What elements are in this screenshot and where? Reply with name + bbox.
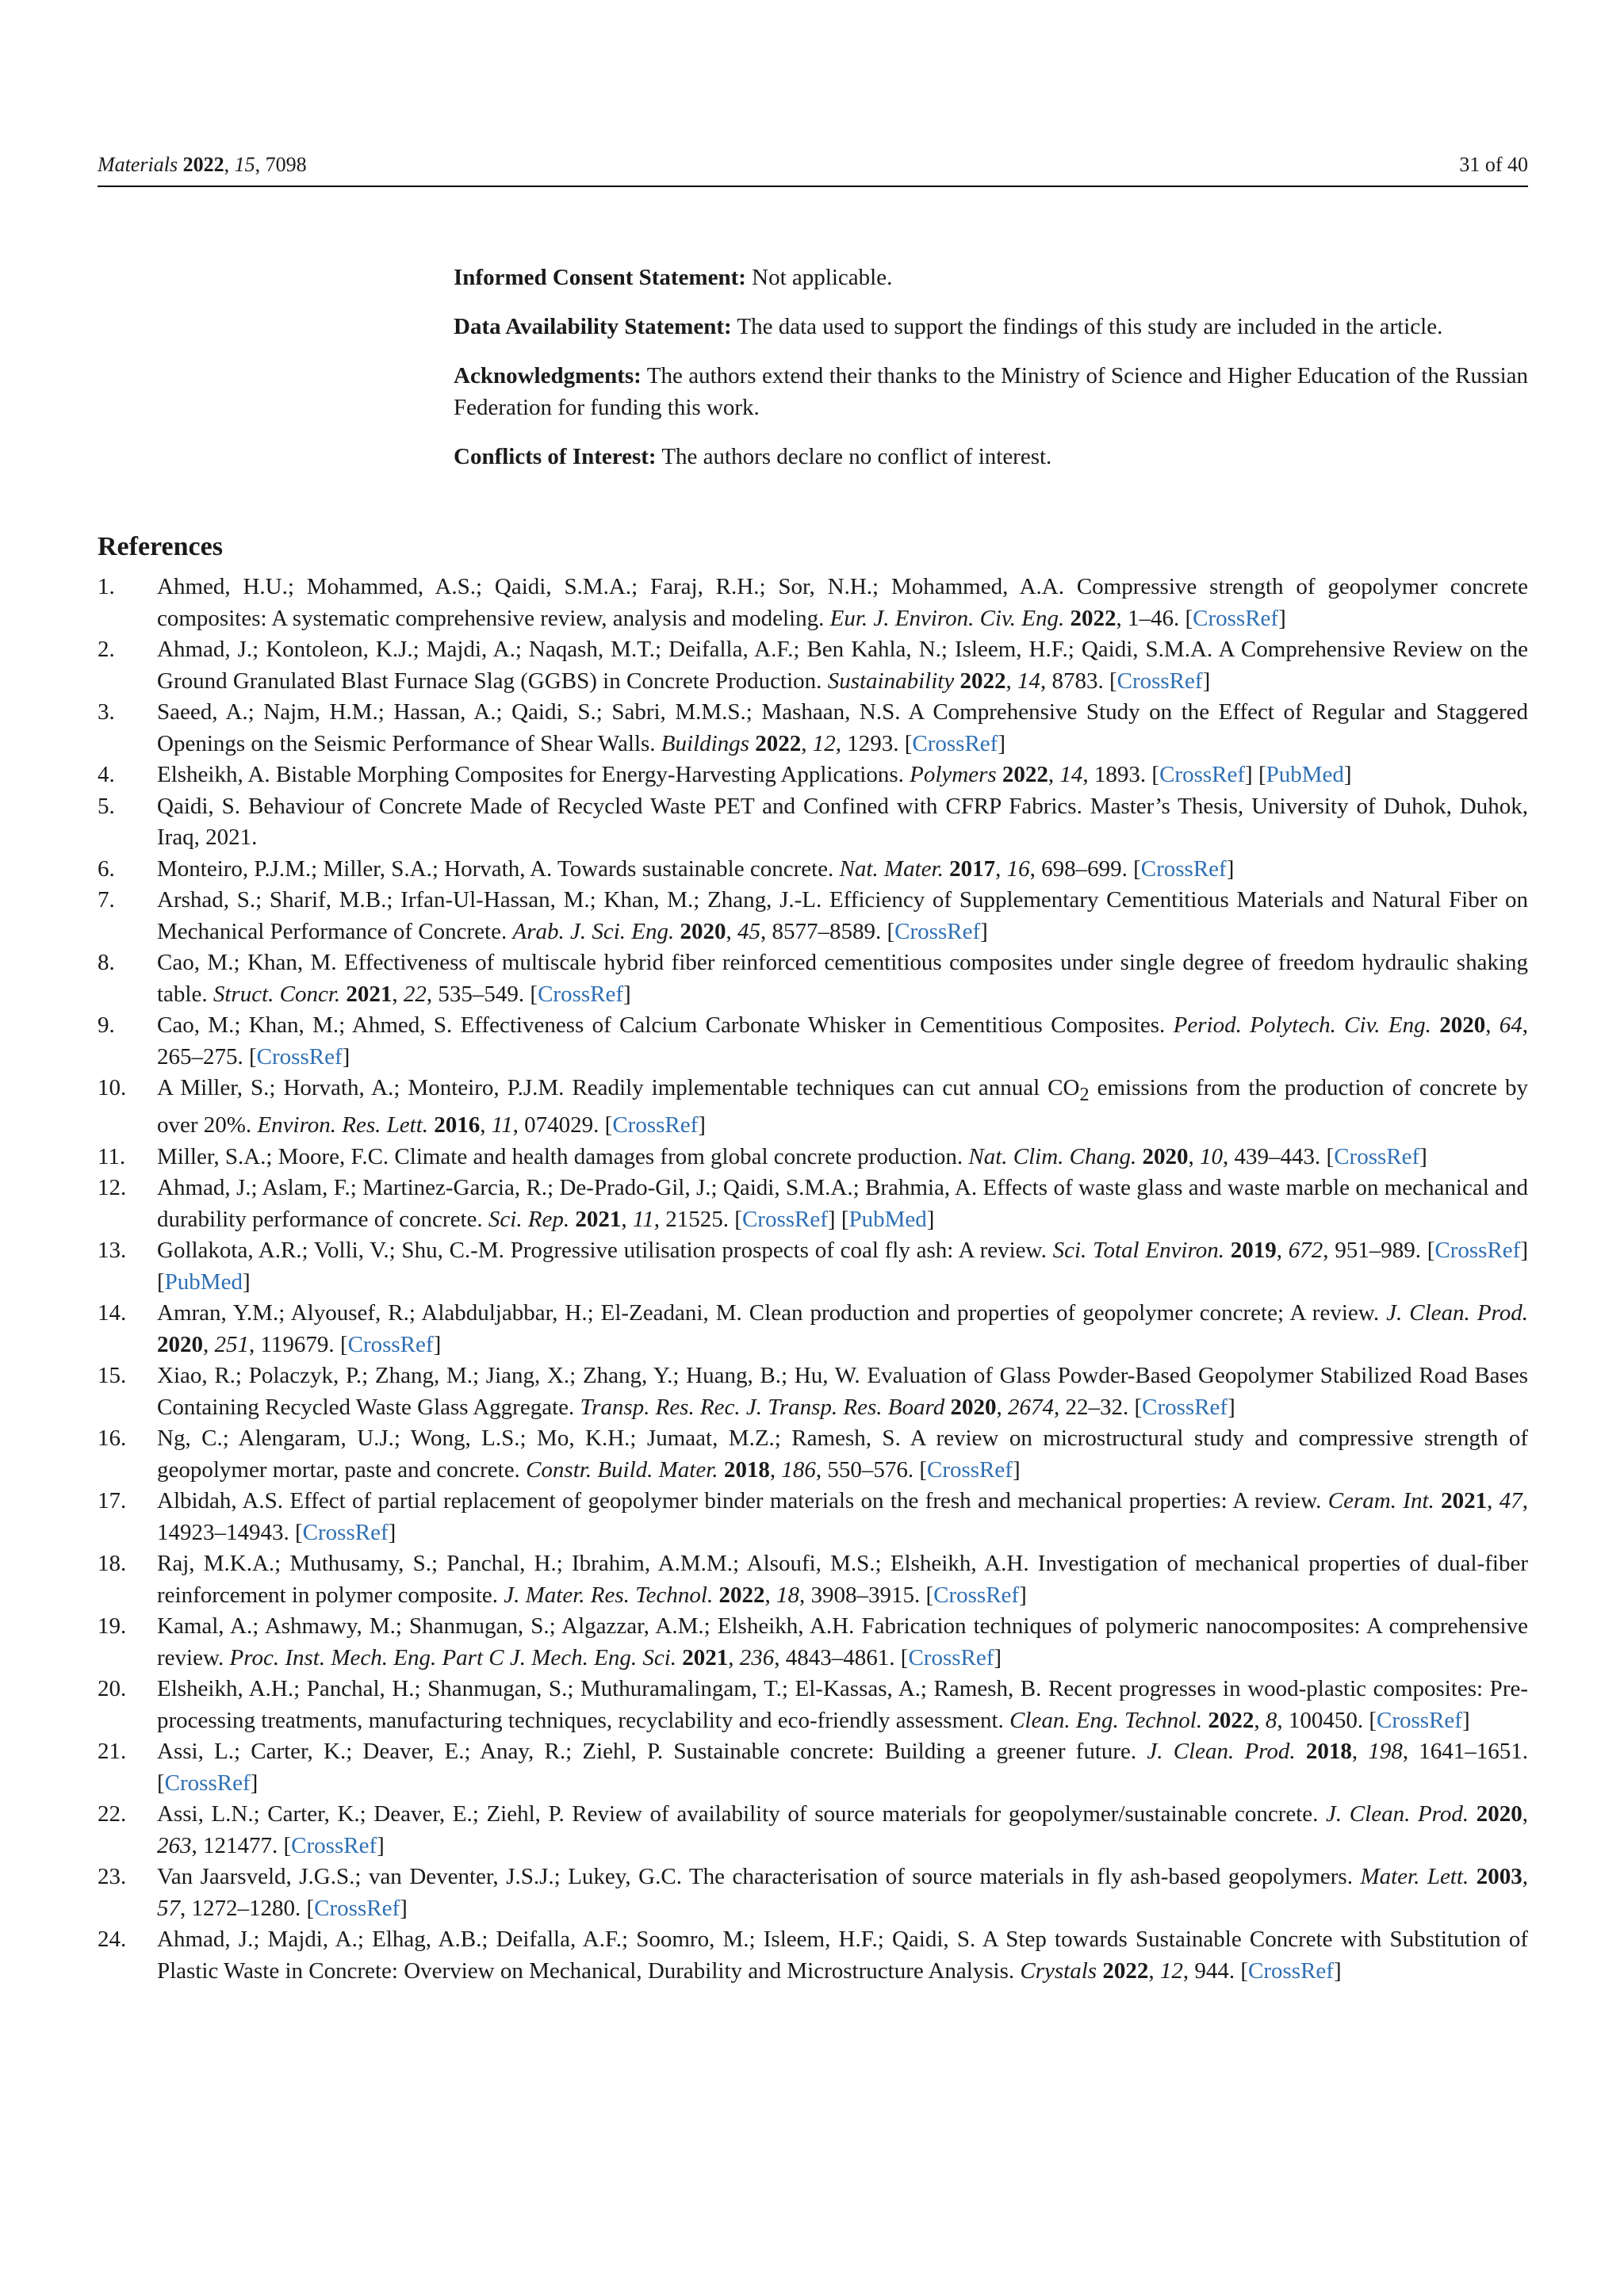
reference-journal: Crystals — [1020, 1957, 1097, 1984]
reference-text: emissions from the production of concrete by over 20%. — [157, 1075, 1528, 1138]
reference-year: 2020 — [1476, 1801, 1522, 1827]
reference-journal: Constr. Build. Mater. — [526, 1456, 718, 1483]
reference-journal: Nat. Clim. Chang. — [968, 1143, 1137, 1169]
crossref-link[interactable]: CrossRef — [926, 1456, 1013, 1483]
reference-volume: 11 — [632, 1206, 654, 1232]
reference-text: Assi, L.N.; Carter, K.; Deaver, E.; Ziehl, P. Review of availability of source materials for geopolymer/sustainable concrete. — [157, 1801, 1319, 1827]
reference-journal: Eur. J. Environ. Civ. Eng. — [829, 605, 1065, 631]
crossref-link[interactable]: CrossRef — [1434, 1238, 1521, 1264]
reference-text: Ahmad, J.; Aslam, F.; Martinez-Garcia, R.; De-Prado-Gil, J.; Qaidi, S.M.A.; Brahmia, A. Effects of waste glass and waste marble on mechanical and durability performance of concrete. — [157, 1175, 1528, 1232]
reference-year: 2022 — [755, 730, 802, 756]
statement-text: Not applicable. — [752, 265, 893, 290]
reference-journal: Proc. Inst. Mech. Eng. Part C J. Mech. Eng. Sci. — [229, 1644, 677, 1670]
reference-text: Ahmad, J.; Majdi, A.; Elhag, A.B.; Deifalla, A.F.; Soomro, M.; Isleem, H.F.; Qaidi, S. A Step towards Sustainable Concrete with Substitution of Plastic Waste in Concrete: Overview on Mechanical, Durability and Microstructure Analysis. — [157, 1927, 1528, 1984]
reference-text: Raj, M.K.A.; Muthusamy, S.; Panchal, H.; Ibrahim, A.M.M.; Alsoufi, M.S.; Elsheikh, A.H. Investigation of mechanical properties of dual-fiber reinforcement in polymer composite. — [157, 1551, 1528, 1608]
reference-year: 2020 — [1439, 1012, 1486, 1038]
journal-year: 2022 — [182, 153, 224, 176]
reference-number: 4. — [98, 762, 115, 787]
reference-item: 22. Assi, L.N.; Carter, K.; Deaver, E.; Ziehl, P. Review of availability of source materials for geopolymer/sustainable concrete. J. Clean. Prod. 2020, 263, 121477. [CrossRef] — [98, 1799, 1528, 1862]
reference-item: 21. Assi, L.; Carter, K.; Deaver, E.; Anay, R.; Ziehl, P. Sustainable concrete: Building a greener future. J. Clean. Prod. 2018, 198, 1641–1651. [CrossRef] — [98, 1736, 1528, 1799]
reference-text: Xiao, R.; Polaczyk, P.; Zhang, M.; Jiang, X.; Zhang, Y.; Huang, B.; Hu, W. Evaluation of Glass Powder-Based Geopolymer Stabilized Road Bases Containing Recycled Waste Glass Aggregate. — [157, 1363, 1528, 1420]
crossref-link[interactable]: CrossRef — [291, 1832, 377, 1858]
reference-journal: J. Clean. Prod. — [1386, 1300, 1528, 1326]
reference-text: Ng, C.; Alengaram, U.J.; Wong, L.S.; Mo, K.H.; Jumaat, M.Z.; Ramesh, S. A review on microstructural study and compressive strength of geopolymer mortar, paste and concrete. — [157, 1425, 1528, 1483]
crossref-link[interactable]: CrossRef — [1377, 1707, 1462, 1733]
crossref-link[interactable]: CrossRef — [741, 1206, 828, 1232]
reference-volume: 672 — [1288, 1238, 1323, 1264]
reference-pages: , 21525. — [653, 1206, 730, 1232]
reference-pages: , 1293. — [835, 730, 899, 756]
statement-label: Acknowledgments: — [454, 363, 642, 388]
reference-pages: , 951–989. — [1323, 1238, 1421, 1264]
reference-number: 6. — [98, 855, 115, 882]
statement-label: Data Availability Statement: — [454, 314, 732, 339]
reference-number: 18. — [98, 1551, 127, 1577]
reference-year: 2022 — [1208, 1707, 1254, 1733]
reference-volume: 10 — [1200, 1143, 1224, 1169]
reference-item: 4. Elsheikh, A. Bistable Morphing Composites for Energy-Harvesting Applications. Polymers 2022, 14, 1893. [CrossRef] [PubMed] — [98, 760, 1528, 791]
page-header — [98, 152, 1528, 178]
crossref-link[interactable]: CrossRef — [1140, 855, 1227, 882]
reference-year: 2021 — [682, 1644, 729, 1670]
crossref-link[interactable]: CrossRef — [908, 1644, 994, 1670]
reference-pages: , 074029. — [512, 1112, 599, 1138]
reference-volume: 18 — [776, 1582, 799, 1608]
reference-text: Monteiro, P.J.M.; Miller, S.A.; Horvath, A. Towards sustainable concrete. — [157, 855, 834, 882]
crossref-link[interactable]: CrossRef — [302, 1519, 389, 1545]
reference-text: Ahmed, H.U.; Mohammed, A.S.; Qaidi, S.M.A.; Faraj, R.H.; Sor, N.H.; Mohammed, A.A. Compressive strength of geopolymer concrete composites: A systematic comprehensive review, analysis and modeling. — [157, 574, 1528, 631]
reference-journal: Buildings — [661, 730, 749, 756]
header-rule — [98, 186, 1528, 187]
reference-journal: Environ. Res. Lett. — [257, 1112, 429, 1138]
reference-text: Miller, S.A.; Moore, F.C. Climate and health damages from global concrete production. — [157, 1143, 963, 1169]
reference-journal: Arab. J. Sci. Eng. — [512, 918, 675, 944]
crossref-link[interactable]: CrossRef — [538, 981, 624, 1007]
reference-text: Elsheikh, A. Bistable Morphing Composites for Energy-Harvesting Applications. — [157, 762, 904, 787]
reference-item: 13. Gollakota, A.R.; Volli, V.; Shu, C.-M. Progressive utilisation prospects of coal fly ash: A review. Sci. Total Environ. 2019, 672, 951–989. [CrossRef] [PubMed] — [98, 1235, 1528, 1298]
reference-year: 2020 — [680, 918, 726, 944]
reference-volume: 236 — [739, 1644, 775, 1670]
reference-item: 23. Van Jaarsveld, J.G.S.; van Deventer, J.S.J.; Lukey, G.C. The characterisation of source materials in fly ash-based geopolymers. Mater. Lett. 2003, 57, 1272–1280. [CrossRef] — [98, 1862, 1528, 1924]
crossref-link[interactable]: CrossRef — [894, 918, 981, 944]
reference-text: Amran, Y.M.; Alyousef, R.; Alabduljabbar, H.; El-Zeadani, M. Clean production and properties of geopolymer concrete; A review. — [157, 1300, 1380, 1326]
reference-item: 6. Monteiro, P.J.M.; Miller, S.A.; Horvath, A. Towards sustainable concrete. Nat. Mater. 2017, 16, 698–699. [CrossRef] — [98, 854, 1528, 886]
reference-item: 15. Xiao, R.; Polaczyk, P.; Zhang, M.; Jiang, X.; Zhang, Y.; Huang, B.; Hu, W. Evaluation of Glass Powder-Based Geopolymer Stabilized Road Bases Containing Recycled Waste Glass Aggregate. Transp. Res. Rec. J. Transp. Res. Board 2020, 2674, 22–32. [CrossRef] — [98, 1360, 1528, 1423]
reference-number: 16. — [98, 1425, 127, 1452]
reference-year: 2022 — [959, 668, 1006, 694]
reference-journal: J. Mater. Res. Technol. — [504, 1582, 714, 1608]
reference-journal: Struct. Concr. — [213, 981, 341, 1007]
pubmed-link[interactable]: PubMed — [848, 1206, 927, 1232]
reference-volume: 12 — [1159, 1957, 1183, 1984]
reference-pages: , 265–275. — [157, 1012, 1529, 1070]
reference-pages: , 121477. — [191, 1832, 278, 1858]
reference-text: Cao, M.; Khan, M. Effectiveness of multiscale hybrid fiber reinforced cementitious composites under single degree of freedom hydraulic shaking table. — [157, 950, 1528, 1007]
reference-volume: 45 — [737, 918, 760, 944]
reference-year: 2022 — [1102, 1957, 1149, 1984]
reference-journal: Clean. Eng. Technol. — [1009, 1707, 1203, 1733]
reference-pages: , 22–32. — [1053, 1394, 1129, 1420]
crossref-link[interactable]: CrossRef — [1142, 1394, 1228, 1420]
reference-pages: , 944. — [1182, 1957, 1235, 1984]
back-matter-statements — [454, 262, 1528, 490]
reference-number: 9. — [98, 1012, 115, 1038]
statement-label: Informed Consent Statement: — [454, 265, 746, 290]
reference-item: 8. Cao, M.; Khan, M. Effectiveness of multiscale hybrid fiber reinforced cementitious composites under single degree of freedom hydraulic shaking table. Struct. Concr. 2021, 22, 535–549. [CrossRef] — [98, 947, 1528, 1010]
reference-number: 14. — [98, 1300, 127, 1326]
references-heading: References — [98, 532, 223, 561]
reference-journal: Sci. Total Environ. — [1052, 1238, 1224, 1264]
reference-journal: Polymers — [910, 762, 997, 787]
references-list — [98, 572, 1528, 1987]
reference-item: 3. Saeed, A.; Najm, H.M.; Hassan, A.; Qaidi, S.; Sabri, M.M.S.; Mashaan, N.S. A Comprehensive Study on the Effect of Regular and Staggered Openings on the Seismic Performance of Shear Walls. Buildings 2022, 12, 1293. [CrossRef] — [98, 697, 1528, 760]
reference-number: 11. — [98, 1143, 126, 1169]
page-number: 31 of 40 — [1459, 153, 1528, 176]
reference-pages: , 1641–1651. — [1402, 1739, 1529, 1765]
reference-year: 2018 — [723, 1456, 770, 1483]
reference-journal: Transp. Res. Rec. J. Transp. Res. Board — [580, 1394, 945, 1420]
reference-volume: 16 — [1006, 855, 1030, 882]
reference-volume: 2674 — [1007, 1394, 1054, 1420]
reference-text: Van Jaarsveld, J.G.S.; van Deventer, J.S.J.; Lukey, G.C. The characterisation of source materials in fly ash-based geopolymers. — [157, 1864, 1353, 1890]
reference-pages: , 439–443. — [1223, 1143, 1321, 1169]
reference-item: 2. Ahmad, J.; Kontoleon, K.J.; Majdi, A.; Naqash, M.T.; Deifalla, A.F.; Ben Kahla, N.; Isleem, H.F.; Qaidi, S.M.A. A Comprehensive Review on the Ground Granulated Blast Furnace Slag (GGBS) in Concrete Production. Sustainability 2022, 14, 8783. [CrossRef] — [98, 634, 1528, 697]
reference-text: Qaidi, S. Behaviour of Concrete Made of Recycled Waste PET and Confined with CFRP Fabrics. Master’s Thesis, University of Duhok, Duhok, Iraq, 2021. — [157, 793, 1528, 850]
reference-volume: 64 — [1499, 1012, 1522, 1038]
reference-journal: J. Clean. Prod. — [1326, 1801, 1469, 1827]
reference-text: Elsheikh, A.H.; Panchal, H.; Shanmugan, S.; Muthuramalingam, T.; El-Kassas, A.; Ramesh, B. Recent progresses in wood-plastic composites: Pre-processing treatments, manufacturing techniques, recyclability and eco-friendly assessment. — [157, 1676, 1528, 1733]
reference-item: 11. Miller, S.A.; Moore, F.C. Climate and health damages from global concrete production. Nat. Clim. Chang. 2020, 10, 439–443. [CrossRef] — [98, 1142, 1528, 1173]
crossref-link[interactable]: CrossRef — [314, 1895, 400, 1921]
reference-item — [98, 791, 1528, 854]
reference-journal: Ceram. Int. — [1327, 1488, 1434, 1514]
reference-text: Ahmad, J.; Kontoleon, K.J.; Majdi, A.; Naqash, M.T.; Deifalla, A.F.; Ben Kahla, N.; Isleem, H.F.; Qaidi, S.M.A. A Comprehensive Review on the Ground Granulated Blast Furnace Slag (GGBS) in Concrete Production. — [157, 637, 1528, 694]
reference-journal: Sustainability — [827, 668, 955, 694]
reference-pages: , 1–46. — [1116, 605, 1180, 631]
reference-pages: , 550–576. — [815, 1456, 914, 1483]
reference-year: 2021 — [1441, 1488, 1488, 1514]
crossref-link[interactable]: CrossRef — [1248, 1957, 1334, 1984]
reference-number: 8. — [98, 950, 115, 975]
reference-item: 10. A Miller, S.; Horvath, A.; Monteiro, P.J.M. Readily implementable techniques can cut annual $CO_2$ emissions from the production of concrete by over 20%. Environ. Res. Lett. 2016, 11, 074029. [CrossRef] — [98, 1073, 1528, 1142]
reference-item: 19. Kamal, A.; Ashmawy, M.; Shanmugan, S.; Algazzar, A.M.; Elsheikh, A.H. Fabrication techniques of polymeric nanocomposites: A comprehensive review. Proc. Inst. Mech. Eng. Part C J. Mech. Eng. Sci. 2021, 236, 4843–4861. [CrossRef] — [98, 1611, 1528, 1674]
reference-item: 18. Raj, M.K.A.; Muthusamy, S.; Panchal, H.; Ibrahim, A.M.M.; Alsoufi, M.S.; Elsheikh, A.H. Investigation of mechanical properties of dual-fiber reinforcement in polymer composite. J. Mater. Res. Technol. 2022, 18, 3908–3915. [CrossRef] — [98, 1548, 1528, 1611]
reference-pages: , 698–699. — [1029, 855, 1128, 882]
reference-item: 9. Cao, M.; Khan, M.; Ahmed, S. Effectiveness of Calcium Carbonate Whisker in Cementitious Composites. Period. Polytech. Civ. Eng. 2020, 64, 265–275. [CrossRef] — [98, 1010, 1528, 1073]
subscript: 2 — [1079, 1083, 1090, 1105]
reference-text: Arshad, S.; Sharif, M.B.; Irfan-Ul-Hassan, M.; Khan, M.; Zhang, J.-L. Efficiency of Supplementary Cementitious Materials and Natural Fiber on Mechanical Performance of Concrete. — [157, 887, 1528, 944]
reference-text: A Miller, S.; Horvath, A.; Monteiro, P.J.M. Readily implementable techniques can cut annual CO — [157, 1075, 1080, 1100]
reference-year: 2022 — [718, 1582, 765, 1608]
reference-text: Saeed, A.; Najm, H.M.; Hassan, A.; Qaidi, S.; Sabri, M.M.S.; Mashaan, N.S. A Comprehensive Study on the Effect of Regular and Staggered Openings on the Seismic Performance of Shear Walls. — [157, 699, 1528, 756]
reference-text: Cao, M.; Khan, M.; Ahmed, S. Effectiveness of Calcium Carbonate Whisker in Cementitious Composites. — [157, 1012, 1166, 1038]
journal-volume: 15 — [234, 153, 255, 176]
reference-text: Assi, L.; Carter, K.; Deaver, E.; Anay, R.; Ziehl, P. Sustainable concrete: Building a greener future. — [157, 1739, 1137, 1765]
reference-volume: 251 — [214, 1331, 249, 1357]
reference-number: 22. — [98, 1801, 127, 1827]
reference-year: 2021 — [346, 981, 393, 1007]
reference-number: 1. — [98, 574, 115, 599]
reference-text: Gollakota, A.R.; Volli, V.; Shu, C.-M. Progressive utilisation prospects of coal fly ash: A review. — [157, 1238, 1047, 1264]
reference-volume: 47 — [1499, 1488, 1522, 1514]
reference-volume: 186 — [781, 1456, 816, 1483]
reference-item: 12. Ahmad, J.; Aslam, F.; Martinez-Garcia, R.; De-Prado-Gil, J.; Qaidi, S.M.A.; Brahmia, A. Effects of waste glass and waste marble on mechanical and durability performance of concrete. Sci. Rep. 2021, 11, 21525. [CrossRef] [PubMed] — [98, 1173, 1528, 1235]
crossref-link[interactable]: CrossRef — [1116, 668, 1203, 694]
acknowledgments-statement — [454, 360, 1528, 423]
reference-volume: 8 — [1265, 1707, 1277, 1733]
crossref-link[interactable]: CrossRef — [933, 1582, 1020, 1608]
reference-year: 2021 — [575, 1206, 622, 1232]
data-availability-statement — [454, 311, 1528, 342]
conflicts-of-interest-statement — [454, 441, 1528, 473]
informed-consent-statement — [454, 262, 1528, 293]
reference-number: 3. — [98, 699, 115, 725]
reference-year: 2018 — [1305, 1739, 1352, 1765]
reference-volume: 198 — [1368, 1739, 1403, 1765]
reference-year: 2022 — [1002, 762, 1048, 787]
reference-pages: , 100450. — [1277, 1707, 1364, 1733]
reference-item: 20. Elsheikh, A.H.; Panchal, H.; Shanmugan, S.; Muthuramalingam, T.; El-Kassas, A.; Ramesh, B. Recent progresses in wood-plastic composites: Pre-processing treatments, manufacturing techniques, recyclability and eco-friendly assessment. Clean. Eng. Technol. 2022, 8, 100450. [CrossRef] — [98, 1674, 1528, 1736]
reference-item: 14. Amran, Y.M.; Alyousef, R.; Alabduljabbar, H.; El-Zeadani, M. Clean production and properties of geopolymer concrete; A review. J. Clean. Prod. 2020, 251, 119679. [CrossRef] — [98, 1298, 1528, 1360]
pubmed-link[interactable]: PubMed — [164, 1269, 243, 1295]
reference-volume: 14 — [1017, 668, 1040, 694]
reference-year: 2020 — [1142, 1143, 1189, 1169]
reference-pages: , 1893. — [1082, 762, 1147, 787]
reference-number: 10. — [98, 1075, 127, 1100]
reference-item: 24. Ahmad, J.; Majdi, A.; Elhag, A.B.; Deifalla, A.F.; Soomro, M.; Isleem, H.F.; Qaidi, S. A Step towards Sustainable Concrete with Substitution of Plastic Waste in Concrete: Overview on Mechanical, Durability and Microstructure Analysis. Crystals 2022, 12, 944. [CrossRef] — [98, 1924, 1528, 1987]
reference-number: 15. — [98, 1363, 127, 1389]
statement-label: Conflicts of Interest: — [454, 444, 657, 469]
reference-text: Albidah, A.S. Effect of partial replacement of geopolymer binder materials on the fresh and mechanical properties: A review. — [157, 1488, 1322, 1514]
reference-number: 19. — [98, 1613, 127, 1640]
reference-pages: , 8577–8589. — [760, 918, 882, 944]
journal-name: Materials — [98, 153, 178, 176]
crossref-link[interactable]: CrossRef — [1334, 1143, 1420, 1169]
reference-item: 16. Ng, C.; Alengaram, U.J.; Wong, L.S.; Mo, K.H.; Jumaat, M.Z.; Ramesh, S. A review on microstructural study and compressive strength of geopolymer mortar, paste and concrete. Constr. Build. Mater. 2018, 186, 550–576. [CrossRef] — [98, 1423, 1528, 1486]
reference-year: 2019 — [1230, 1238, 1277, 1264]
reference-journal: Sci. Rep. — [488, 1206, 570, 1232]
reference-pages: , 3908–3915. — [799, 1582, 921, 1608]
reference-pages: , 4843–4861. — [774, 1644, 895, 1670]
reference-volume: 57 — [157, 1895, 180, 1921]
reference-journal: J. Clean. Prod. — [1147, 1739, 1296, 1765]
reference-number: 24. — [98, 1927, 127, 1953]
reference-volume: 14 — [1059, 762, 1083, 787]
crossref-link[interactable]: CrossRef — [1193, 605, 1279, 631]
article-number: 7098 — [265, 153, 307, 176]
reference-pages: , 535–549. — [426, 981, 525, 1007]
reference-journal: Mater. Lett. — [1360, 1864, 1469, 1890]
reference-year: 2017 — [949, 855, 996, 882]
reference-number: 23. — [98, 1864, 127, 1890]
journal-citation: Materials 2022, 15, 7098 — [98, 153, 307, 176]
crossref-link[interactable]: CrossRef — [347, 1331, 434, 1357]
reference-year: 2016 — [434, 1112, 481, 1138]
reference-volume: 12 — [812, 730, 836, 756]
reference-number: 21. — [98, 1739, 127, 1765]
statement-text: The authors extend their thanks to the Ministry of Science and Higher Education of the Russian Federation for funding this work. — [454, 363, 1529, 420]
reference-volume: 263 — [157, 1832, 192, 1858]
pubmed-link[interactable]: PubMed — [1266, 762, 1344, 787]
reference-year: 2003 — [1476, 1864, 1522, 1890]
reference-item: 1. Ahmed, H.U.; Mohammed, A.S.; Qaidi, S.M.A.; Faraj, R.H.; Sor, N.H.; Mohammed, A.A. Compressive strength of geopolymer concrete composites: A systematic comprehensive review, analysis and modeling. Eur. J. Environ. Civ. Eng. 2022, 1–46. [CrossRef] — [98, 572, 1528, 634]
reference-item: 17. Albidah, A.S. Effect of partial replacement of geopolymer binder materials on the fresh and mechanical properties: A review. Ceram. Int. 2021, 47, 14923–14943. [CrossRef] — [98, 1486, 1528, 1548]
statement-text: The data used to support the findings of this study are included in the article. — [737, 314, 1443, 339]
reference-year: 2022 — [1070, 605, 1116, 631]
reference-number: 2. — [98, 637, 115, 662]
reference-number: 12. — [98, 1175, 127, 1201]
reference-journal: Period. Polytech. Civ. Eng. — [1173, 1012, 1431, 1038]
reference-number: 5. — [98, 793, 115, 819]
reference-volume: 11 — [491, 1112, 513, 1138]
reference-pages: , 1272–1280. — [180, 1895, 301, 1921]
reference-journal: Nat. Mater. — [839, 855, 944, 882]
reference-number: 7. — [98, 887, 115, 913]
reference-year: 2020 — [950, 1394, 997, 1420]
statement-text: The authors declare no conflict of interest. — [661, 444, 1052, 469]
reference-text: Kamal, A.; Ashmawy, M.; Shanmugan, S.; Algazzar, A.M.; Elsheikh, A.H. Fabrication techniques of polymeric nanocomposites: A comprehensive review. — [157, 1613, 1528, 1670]
reference-number: 17. — [98, 1488, 127, 1514]
reference-year: 2020 — [157, 1331, 203, 1357]
crossref-link[interactable]: CrossRef — [912, 730, 998, 756]
reference-pages: , 119679. — [249, 1331, 335, 1357]
reference-volume: 22 — [403, 981, 427, 1007]
reference-number: 20. — [98, 1676, 127, 1702]
reference-number: 13. — [98, 1238, 127, 1264]
crossref-link[interactable]: CrossRef — [164, 1770, 251, 1796]
crossref-link[interactable]: CrossRef — [1159, 762, 1246, 787]
crossref-link[interactable]: CrossRef — [256, 1043, 343, 1070]
reference-item: 7. Arshad, S.; Sharif, M.B.; Irfan-Ul-Hassan, M.; Khan, M.; Zhang, J.-L. Efficiency of Supplementary Cementitious Materials and Natural Fiber on Mechanical Performance of Concrete. Arab. J. Sci. Eng. 2020, 45, 8577–8589. [CrossRef] — [98, 885, 1528, 947]
reference-pages: , 14923–14943. — [157, 1488, 1529, 1545]
reference-pages: , 8783. — [1040, 668, 1104, 694]
crossref-link[interactable]: CrossRef — [612, 1112, 699, 1138]
